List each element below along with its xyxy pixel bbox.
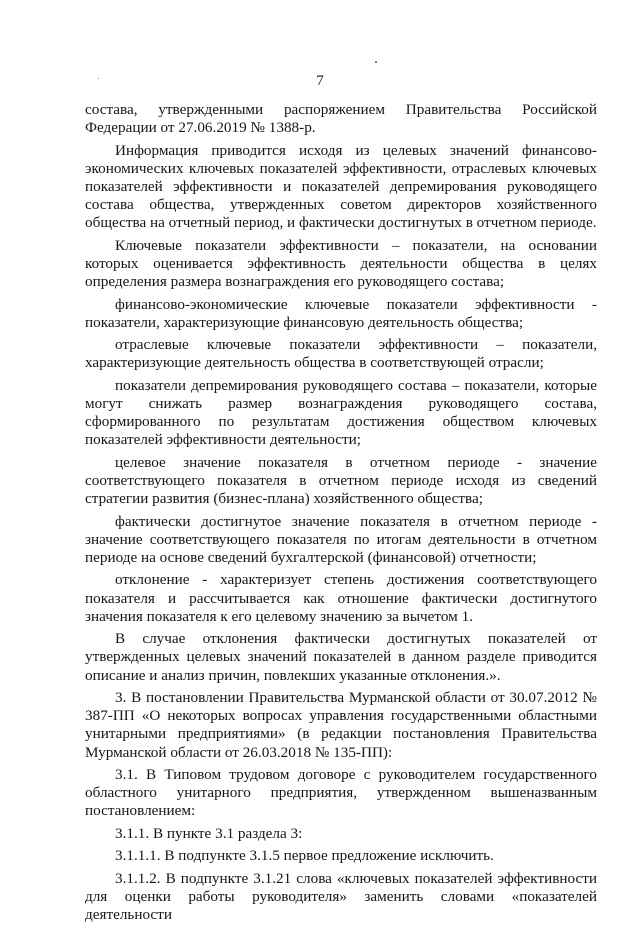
page-number: 7 <box>316 73 324 89</box>
paragraph: 3.1. В Типовом трудовом договоре с руководителем государственного областного унитарного предприятия, утвержденном вышеназванным постановлением: <box>85 765 597 820</box>
paragraph: 3.1.1.1. В подпункте 3.1.5 первое предложение исключить. <box>115 847 494 865</box>
paragraph: целевое значение показателя в отчетном периоде - значение соответствующего показателя в отчетном периоде исходя из сведений стратегии развития (бизнес-плана) хозяйственного общества; <box>85 453 597 508</box>
paragraph: 3.1.1. В пункте 3.1 раздела 3: <box>115 824 303 842</box>
paragraph: состава, утвержденными распоряжением Правительства Российской Федерации от 27.06.2019 № 1388-р. <box>85 101 597 137</box>
document-body <box>85 101 597 928</box>
paragraph: отклонение - характеризует степень достижения соответствующего показателя и рассчитывается как отношение фактически достигнутого значения показателя к его целевому значению за вычетом 1. <box>85 571 597 625</box>
paragraph: Ключевые показатели эффективности – показатели, на основании которых оценивается эффективность деятельности общества в целях определения размера вознаграждения его руководящего состава; <box>85 236 597 291</box>
paragraph: показатели депремирования руководящего состава – показатели, которые могут снижать размер вознаграждения руководящего состава, сформированного по результатам достижения обществом ключевых показателей эффективности деятельности; <box>85 376 597 449</box>
scan-speck <box>98 78 99 79</box>
paragraph: отраслевые ключевые показатели эффективности – показатели, характеризующие деятельность общества в соответствующей отрасли; <box>85 336 597 372</box>
paragraph: В случае отклонения фактически достигнутых показателей от утвержденных целевых значений показателей в данном разделе приводится описание и анализ причин, повлекших указанные отклонения.». <box>85 630 597 684</box>
scan-speck <box>375 61 377 63</box>
paragraph: финансово-экономические ключевые показатели эффективности - показатели, характеризующие финансовую деятельность общества; <box>85 295 597 331</box>
paragraph: фактически достигнутое значение показателя в отчетном периоде - значение соответствующего показателя по итогам деятельности в отчетном периоде на основе сведений бухгалтерской (финансовой) отчетности; <box>85 512 597 566</box>
paragraph: 3.1.1.2. В подпункте 3.1.21 слова «ключевых показателей эффективности для оценки работы руководителя» заменить словами «показателей деятельности <box>85 869 597 923</box>
paragraph: 3. В постановлении Правительства Мурманской области от 30.07.2012 № 387-ПП «О некоторых вопросах управления государственными областными унитарными предприятиями» (в редакции постановления Правительства Мурманской области от 26.03.2018 № 135-ПП): <box>85 688 597 761</box>
paragraph: Информация приводится исходя из целевых значений финансово-экономических ключевых показателей эффективности, отраслевых ключевых показателей эффективности и показателей депремирования руководящего состава общества, утвержденных советом директоров хозяйственного общества на отчетный период, и фактически достигнутых в отчетном периоде. <box>85 141 597 232</box>
